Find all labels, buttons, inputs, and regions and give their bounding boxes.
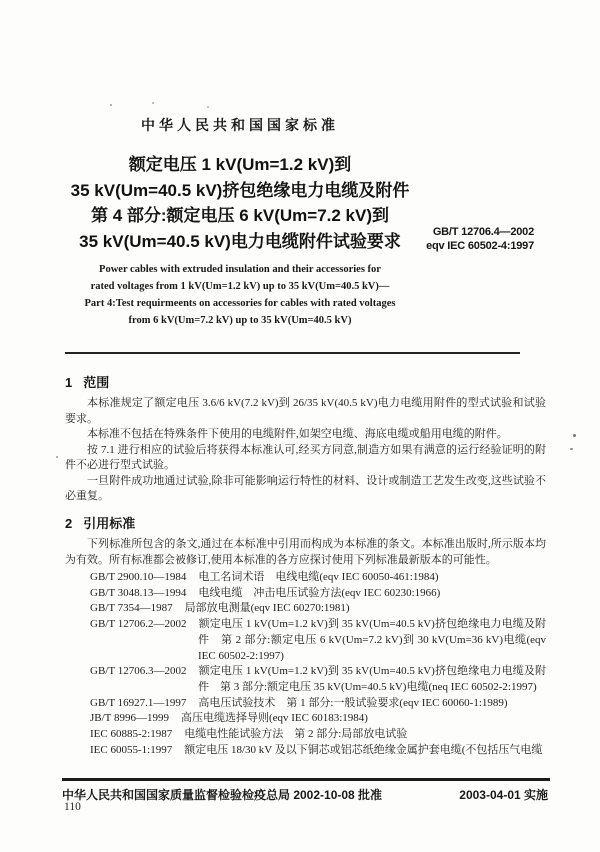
reference-item <box>65 570 546 586</box>
reference-item <box>65 664 546 695</box>
scan-speck <box>207 106 209 108</box>
en-title-line-1: Power cables with extruded insulation and their accessories for <box>99 264 381 275</box>
reference-code: IEC 60885-2:1987 <box>90 728 173 741</box>
scope-paragraph: 本标准规定了额定电压 3.6/6 kV(7.2 kV)到 26/35 kV(40.5 kV)电力电缆用附件的型式试验和试验要求。 <box>65 397 546 425</box>
approval-statement: 中华人民共和国国家质量监督检验检疫总局 2002-10-08 批准 <box>62 788 383 802</box>
reference-item <box>65 617 546 664</box>
references-intro: 下列标准所包含的条文,通过在本标准中引用而构成为本标准的条文。本标准出版时,所示版本均为有效。所有标准都会被修订,使用本标准的各方应探讨使用下列标准最新版本的可能性。 <box>65 538 546 566</box>
title-divider-rule <box>65 352 520 354</box>
scan-speck <box>570 448 573 450</box>
reference-item <box>65 696 546 712</box>
section-2-number: 2 <box>65 516 73 531</box>
reference-item <box>65 601 546 617</box>
scan-speck <box>110 104 112 106</box>
reference-description: 电工名词术语 电线电缆(eqv IEC 60050-461:1984) <box>198 571 439 583</box>
footer <box>62 786 548 803</box>
section-2-title: 引用标准 <box>83 516 136 531</box>
reference-item <box>65 743 546 759</box>
reference-code: JB/T 8996—1999 <box>90 712 169 725</box>
reference-code: GB/T 2900.10—1984 <box>90 571 187 583</box>
section-1-number: 1 <box>65 375 73 390</box>
reference-item <box>65 586 546 602</box>
en-title-line-4: from 6 kV(Um=7.2 kV) up to 35 kV(Um=40.5 kV) <box>128 314 352 326</box>
reference-description: 局部放电测量(eqv IEC 60270:1981) <box>184 602 350 615</box>
reference-description: 电线电缆 冲击电压试验方法(eqv IEC 60230:1966) <box>198 586 441 599</box>
en-title-line-3: Part 4:Test requirmeents on accessories for cables with rated voltages <box>84 297 396 309</box>
standard-code: GB/T 12706.4—2002 <box>432 226 534 238</box>
scope-paragraph: 按 7.1 进行相应的试验后将获得本标准认可,经买方同意,制造方如果有满意的运行经验证明的附件不必进行型式试验。 <box>65 443 546 471</box>
page-number: 110 <box>64 801 81 813</box>
scope-paragraphs <box>65 396 546 505</box>
reference-description: 额定电压 1 kV(Um=1.2 kV)到 35 kV(Um=40.5 kV)挤包绝缘电力电缆及附件 第 3 部分:额定电压 35 kV(Um=40.5 kV)电缆(neq IEC 60502-2:1997) <box>198 665 546 693</box>
standard-number-block <box>426 226 534 253</box>
title-line-1: 额定电压 1 kV(Um=1.2 kV)到 <box>128 155 352 174</box>
standard-title-en <box>30 262 450 330</box>
title-line-4: 35 kV(Um=40.5 kV)电力电缆附件试验要求 <box>79 231 401 251</box>
reference-code: GB/T 12706.2—2002 <box>90 618 187 631</box>
reference-item <box>65 727 546 743</box>
reference-item <box>65 711 546 727</box>
reference-code: GB/T 16927.1—1997 <box>90 696 187 709</box>
reference-description: 高压电缆选择导则(eqv IEC 60183:1984) <box>180 712 368 725</box>
references-list <box>65 570 546 758</box>
reference-description: 电缆电性能试验方法 第 2 部分:局部放电试验 <box>184 728 408 741</box>
section-1-heading <box>65 372 109 391</box>
standard-equivalence: eqv IEC 60502-4:1997 <box>426 239 534 252</box>
reference-code: GB/T 3048.13—1994 <box>90 586 187 599</box>
reference-code: IEC 60055-1:1997 <box>90 743 173 756</box>
reference-description: 高电压试验技术 第 1 部分:一般试验要求(eqv IEC 60060-1:1989) <box>198 696 508 709</box>
implementation-date: 2003-04-01 实施 <box>459 788 548 802</box>
reference-description: 额定电压 1 kV(Um=1.2 kV)到 35 kV(Um=40.5 kV)挤包绝缘电力电缆及附件 第 2 部分:额定电压 6 kV(Um=7.2 kV)到 30 kV(Um=36 kV)电缆(eqv IEC 60502-2:1997) <box>198 618 546 662</box>
scan-speck <box>573 434 576 437</box>
section-2-heading <box>65 513 135 532</box>
en-title-line-2: rated voltages from 1 kV(Um=1.2 kV) up to 35 kV(Um=40.5 kV)— <box>90 280 390 292</box>
scope-paragraph: 一旦附件成功地通过试验,除非可能影响运行特性的材料、设计或制造工艺发生改变,这些试验不必重复。 <box>65 474 546 502</box>
scan-speck <box>152 102 154 104</box>
national-standard-header: 中华人民共和国国家标准 <box>141 117 339 133</box>
reference-code: GB/T 7354—1987 <box>90 602 173 615</box>
title-line-2: 35 kV(Um=40.5 kV)挤包绝缘电力电缆及附件 <box>70 180 410 200</box>
reference-code: GB/T 12706.3—2002 <box>90 665 187 678</box>
scope-paragraph: 本标准不包括在特殊条件下使用的电缆附件,如架空电缆、海底电缆或船用电缆的附件。 <box>87 428 508 440</box>
scan-speck <box>56 456 58 458</box>
section-1-title: 范围 <box>83 375 110 390</box>
title-line-3: 第 4 部分:额定电压 6 kV(Um=7.2 kV)到 <box>90 206 390 225</box>
standard-title-zh <box>30 152 450 254</box>
footer-rule <box>62 778 550 781</box>
reference-description: 额定电压 18/30 kV 及以下铜芯或铝芯纸绝缘金属护套电缆(不包括压气电缆 <box>184 743 543 756</box>
